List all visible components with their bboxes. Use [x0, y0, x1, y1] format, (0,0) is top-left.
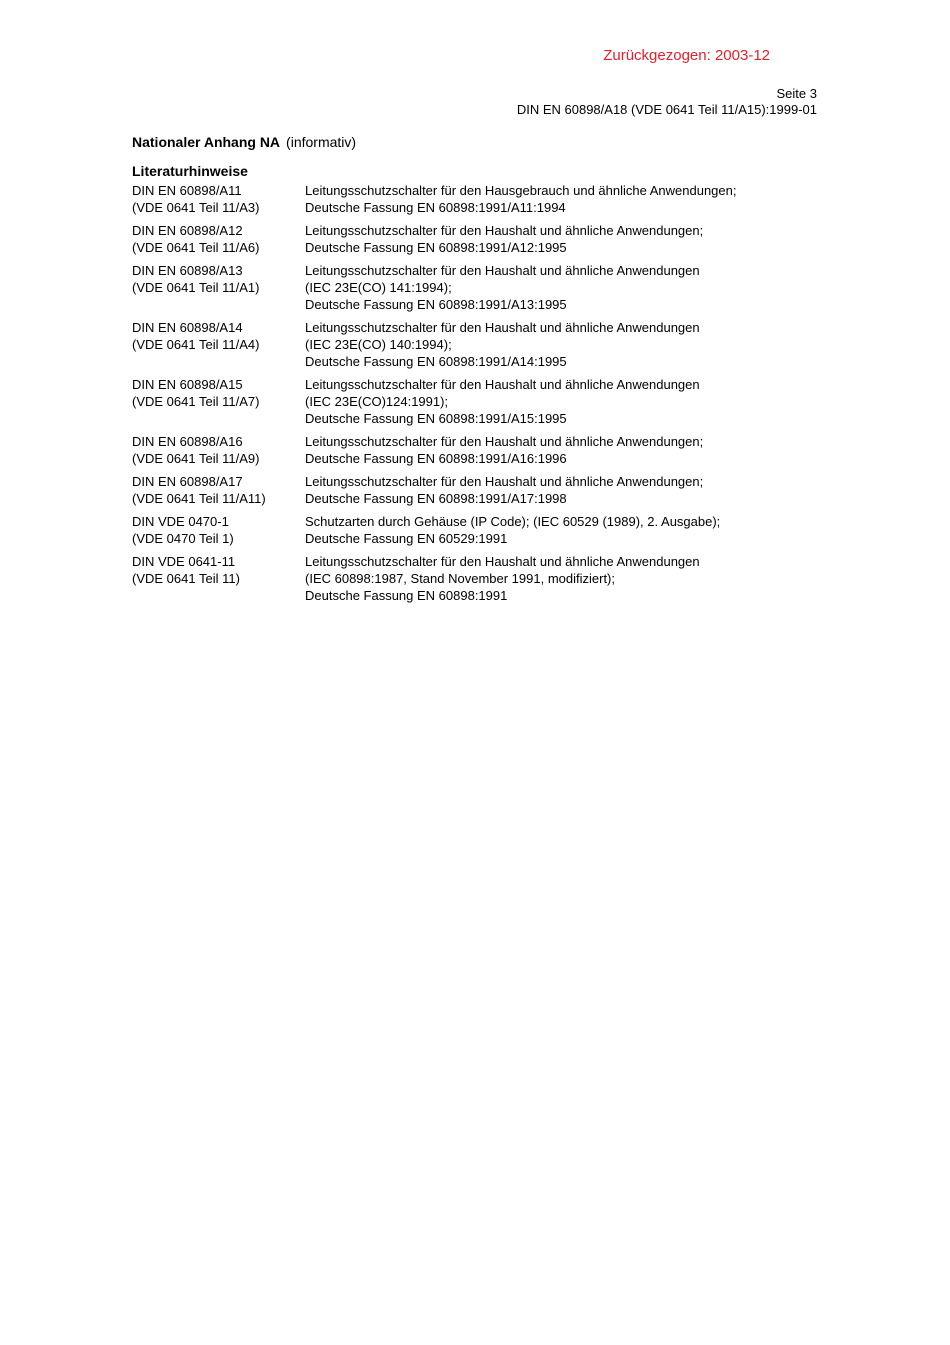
reference-id: DIN EN 60898/A17 (VDE 0641 Teil 11/A11): [132, 474, 266, 506]
reference-id: DIN EN 60898/A11 (VDE 0641 Teil 11/A3): [132, 183, 260, 215]
reference-item: [132, 553, 822, 604]
reference-list: [132, 182, 822, 610]
reference-id: DIN EN 60898/A16 (VDE 0641 Teil 11/A9): [132, 434, 260, 466]
reference-description: Leitungsschutzschalter für den Haushalt und ähnliche Anwendungen (IEC 23E(CO)124:1991); Deutsche Fassung EN 60898:1991/A15:1995: [305, 377, 700, 426]
annex-note: (informativ): [286, 134, 357, 150]
reference-item: [132, 262, 822, 313]
reference-item: [132, 433, 822, 467]
reference-description: Schutzarten durch Gehäuse (IP Code); (IEC 60529 (1989), 2. Ausgabe); Deutsche Fassung EN 60529:1991: [305, 514, 721, 546]
reference-item: [132, 376, 822, 427]
reference-id: DIN EN 60898/A14 (VDE 0641 Teil 11/A4): [132, 320, 260, 352]
reference-item: [132, 182, 822, 216]
reference-description: Leitungsschutzschalter für den Haushalt und ähnliche Anwendungen; Deutsche Fassung EN 60898:1991/A16:1996: [305, 434, 704, 466]
document-identifier: DIN EN 60898/A18 (VDE 0641 Teil 11/A15):1999-01: [516, 102, 817, 117]
reference-id: DIN EN 60898/A12 (VDE 0641 Teil 11/A6): [132, 223, 260, 255]
reference-description: Leitungsschutzschalter für den Haushalt und ähnliche Anwendungen (IEC 23E(CO) 141:1994); Deutsche Fassung EN 60898:1991/A13:1995: [305, 263, 700, 312]
page-number: Seite 3: [776, 86, 817, 101]
reference-description: Leitungsschutzschalter für den Haushalt und ähnliche Anwendungen; Deutsche Fassung EN 60898:1991/A17:1998: [305, 474, 704, 506]
page-header: [517, 86, 817, 118]
reference-description: Leitungsschutzschalter für den Hausgebrauch und ähnliche Anwendungen; Deutsche Fassung EN 60898:1991/A11:1994: [305, 183, 737, 215]
reference-id: DIN VDE 0641-11 (VDE 0641 Teil 11): [132, 554, 240, 586]
reference-id: DIN EN 60898/A13 (VDE 0641 Teil 11/A1): [132, 263, 260, 295]
reference-item: [132, 473, 822, 507]
withdrawn-stamp: Zurückgezogen: 2003-12: [603, 47, 770, 64]
annex-heading: [132, 132, 822, 152]
annex-title: Nationaler Anhang NA: [132, 134, 281, 150]
reference-description: Leitungsschutzschalter für den Haushalt und ähnliche Anwendungen (IEC 23E(CO) 140:1994); Deutsche Fassung EN 60898:1991/A14:1995: [305, 320, 700, 369]
reference-item: [132, 222, 822, 256]
reference-id: DIN EN 60898/A15 (VDE 0641 Teil 11/A7): [132, 377, 260, 409]
reference-description: Leitungsschutzschalter für den Haushalt und ähnliche Anwendungen (IEC 60898:1987, Stand November 1991, modifiziert); Deutsche Fassung EN 60898:1991: [305, 554, 700, 603]
document-body: [132, 132, 822, 610]
literature-heading: Literaturhinweise: [132, 163, 248, 179]
reference-id: DIN VDE 0470-1 (VDE 0470 Teil 1): [132, 514, 234, 546]
reference-description: Leitungsschutzschalter für den Haushalt und ähnliche Anwendungen; Deutsche Fassung EN 60898:1991/A12:1995: [305, 223, 704, 255]
reference-item: [132, 513, 822, 547]
reference-item: [132, 319, 822, 370]
